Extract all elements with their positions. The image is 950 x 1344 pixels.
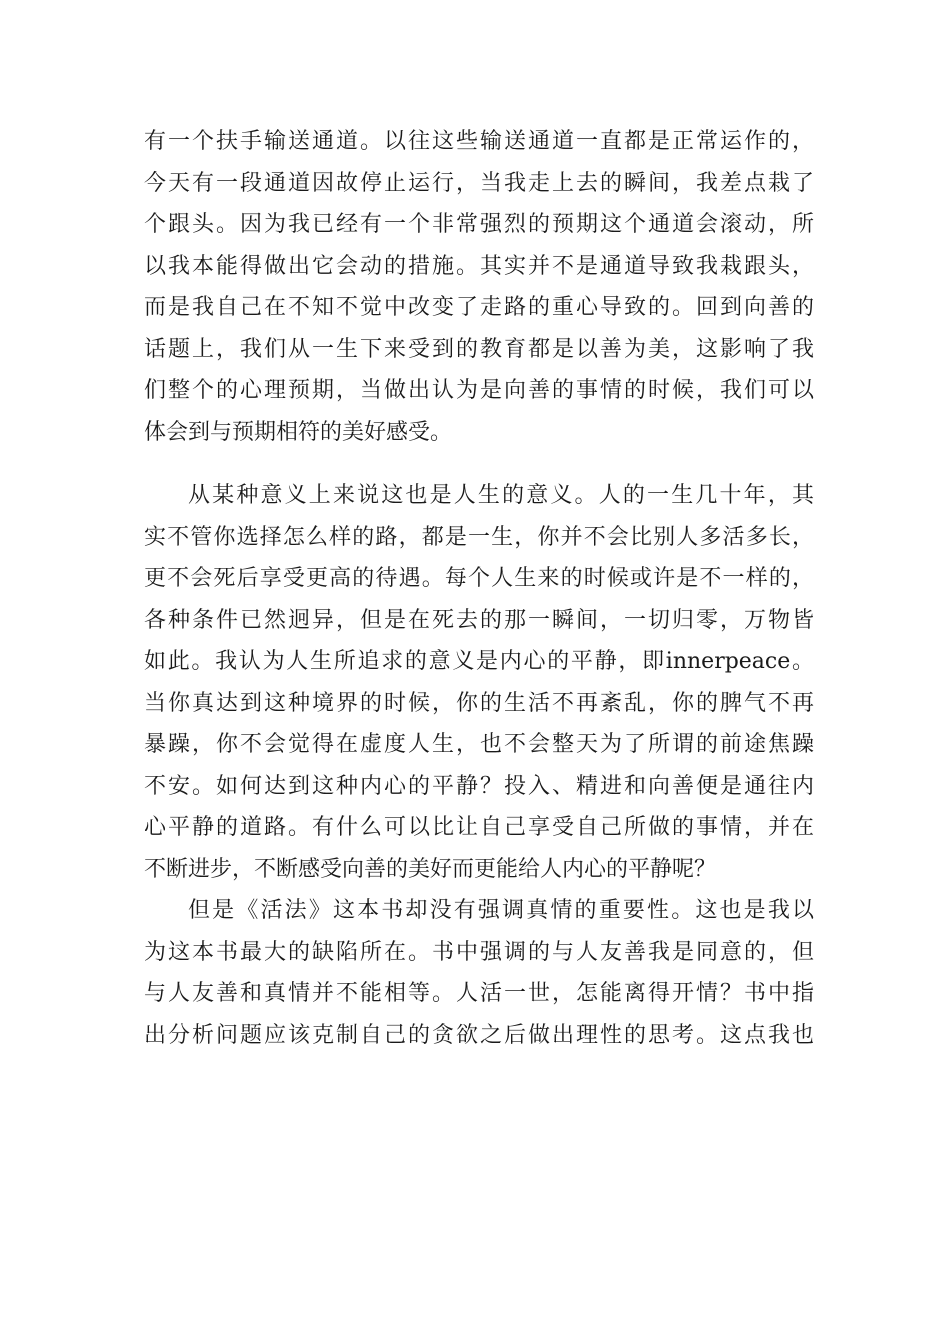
text-line: 但是《活法》这本书却没有强调真情的重要性。这也是我以 — [188, 898, 814, 923]
text-line: 体会到与预期相符的美好感受。 — [144, 419, 453, 445]
text-line: 如此。我认为人生所追求的意义是内心的平静，即innerpeace。 — [144, 649, 814, 674]
text-line: 不断进步，不断感受向善的美好而更能给人内心的平静呢？ — [144, 856, 717, 882]
text-line: 各种条件已然迥异，但是在死去的那一瞬间，一切归零，万物皆 — [144, 607, 814, 633]
text-line: 从某种意义上来说这也是人生的意义。人的一生几十年，其 — [188, 483, 814, 508]
paragraph-2 — [144, 475, 814, 890]
text-line: 话题上，我们从一生下来受到的教育都是以善为美，这影响了我 — [144, 336, 814, 362]
text-line: 当你真达到这种境界的时候，你的生活不再紊乱，你的脾气不再 — [144, 690, 814, 716]
body-text — [144, 121, 814, 1056]
text-line: 而是我自己在不知不觉中改变了走路的重心导致的。回到向善的 — [144, 295, 814, 320]
paragraph-gap — [144, 453, 814, 475]
text-line: 暴躁，你不会觉得在虚度人生，也不会整天为了所谓的前途焦躁 — [144, 732, 814, 757]
text-line: 实不管你选择怎么样的路，都是一生，你并不会比别人多活多长， — [144, 524, 814, 550]
text-line: 为这本书最大的缺陷所在。书中强调的与人友善我是同意的，但 — [144, 939, 814, 965]
text-line: 不安。如何达到这种内心的平静？投入、精进和向善便是通往内 — [144, 773, 814, 799]
text-line: 更不会死后享受更高的待遇。每个人生来的时候或许是不一样的， — [144, 566, 814, 591]
text-line: 以我本能得做出它会动的措施。其实并不是通道导致我栽跟头， — [144, 253, 814, 279]
text-line: 个跟头。因为我已经有一个非常强烈的预期这个通道会滚动，所 — [144, 212, 814, 237]
text-line: 们整个的心理预期，当做出认为是向善的事情的时候，我们可以 — [144, 378, 814, 403]
text-line: 心平静的道路。有什么可以比让自己享受自己所做的事情，并在 — [144, 815, 814, 840]
paragraph-1 — [144, 121, 814, 453]
text-line: 与人友善和真情并不能相等。人活一世，怎能离得开情？书中指 — [144, 981, 814, 1006]
text-line: 出分析问题应该克制自己的贪欲之后做出理性的思考。这点我也 — [144, 1022, 814, 1048]
text-line: 今天有一段通道因故停止运行，当我走上去的瞬间，我差点栽了 — [144, 170, 814, 196]
text-line: 有一个扶手输送通道。以往这些输送通道一直都是正常运作的， — [144, 129, 814, 154]
paragraph-3 — [144, 890, 814, 1056]
